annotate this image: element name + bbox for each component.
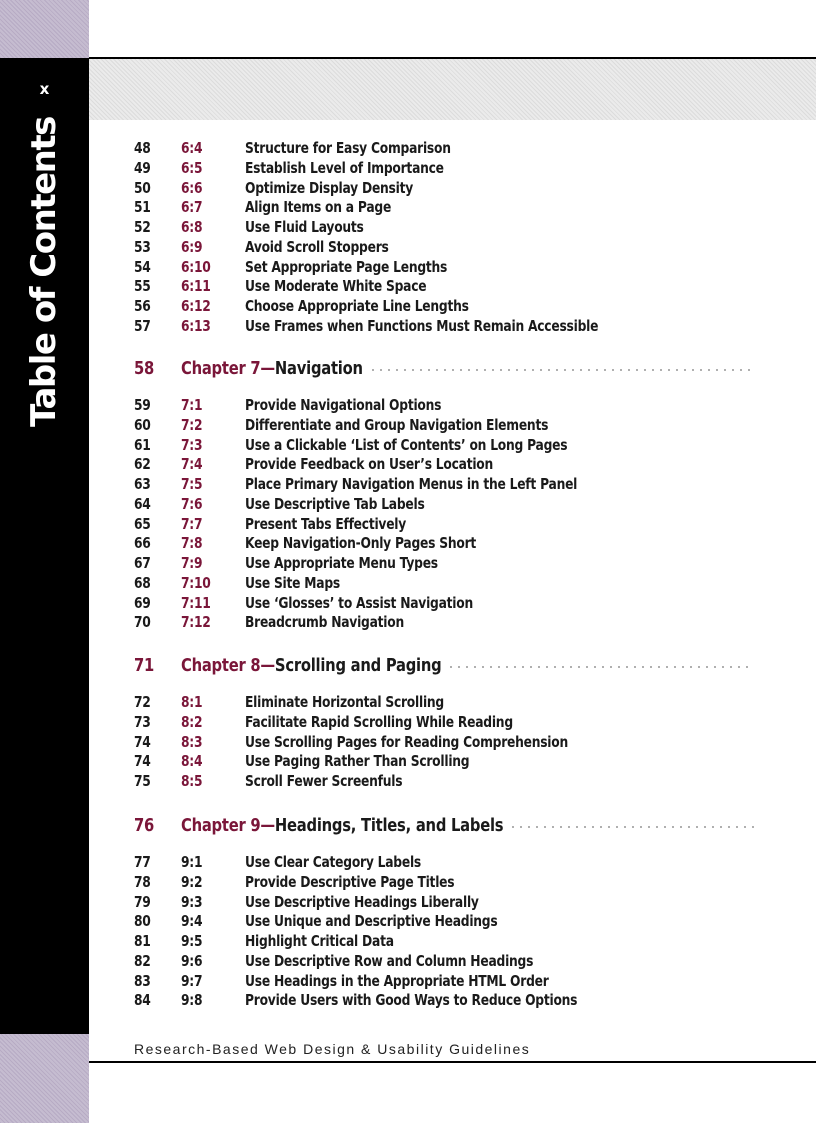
toc-entry[interactable] xyxy=(0,951,816,971)
entry-page: 75 xyxy=(134,772,151,790)
chapter-page: 58 xyxy=(134,358,155,379)
toc-entry[interactable] xyxy=(0,138,816,158)
guideline-number: 7:7 xyxy=(181,514,203,533)
toc-entry[interactable] xyxy=(0,553,816,573)
guideline-number: 7:4 xyxy=(181,455,203,474)
entry-page: 65 xyxy=(134,514,151,533)
entry-page: 63 xyxy=(134,475,151,493)
guideline-title: Use Paging Rather Than Scrolling xyxy=(245,752,470,771)
toc-entry[interactable] xyxy=(0,990,816,1010)
guideline-title: Use Frames when Functions Must Remain Accessible xyxy=(245,316,599,335)
guideline-number: 7:2 xyxy=(181,415,203,434)
entry-page: 69 xyxy=(134,593,151,612)
entry-page: 81 xyxy=(134,932,151,950)
guideline-title: Provide Feedback on User’s Location xyxy=(245,455,494,474)
guideline-title: Place Primary Navigation Menus in the Left Panel xyxy=(245,475,578,493)
entry-page: 61 xyxy=(134,435,151,454)
guideline-title: Keep Navigation-Only Pages Short xyxy=(245,534,477,553)
toc-entry[interactable] xyxy=(0,435,816,455)
guideline-title: Choose Appropriate Line Lengths xyxy=(245,297,469,315)
guideline-title: Use a Clickable ‘List of Contents’ on Long Pages xyxy=(245,435,568,454)
guideline-number: 6:4 xyxy=(181,139,203,157)
entry-page: 74 xyxy=(134,752,151,771)
toc-entry[interactable] xyxy=(0,178,816,198)
guideline-title: Present Tabs Effectively xyxy=(245,514,407,533)
entry-page: 68 xyxy=(134,573,151,592)
toc-entry[interactable] xyxy=(0,158,816,178)
footer-text: Research-Based Web Design & Usability Guidelines xyxy=(134,1041,531,1057)
chapter-title: Navigation xyxy=(274,358,363,379)
guideline-number: 6:8 xyxy=(181,218,203,236)
guideline-number: 9:2 xyxy=(181,872,203,891)
chapter-label xyxy=(181,654,441,678)
chapter-number: Chapter 7— xyxy=(181,358,275,379)
toc-entry[interactable] xyxy=(0,316,816,336)
guideline-title: Use Appropriate Menu Types xyxy=(245,554,438,572)
chapter-number: Chapter 9— xyxy=(181,815,275,836)
leader-dots xyxy=(509,826,754,828)
toc-entry[interactable] xyxy=(0,533,816,553)
toc-entry[interactable] xyxy=(0,514,816,534)
guideline-title: Use Unique and Descriptive Headings xyxy=(245,912,498,931)
entry-page: 52 xyxy=(134,218,151,236)
guideline-title: Use Descriptive Headings Liberally xyxy=(245,892,479,911)
guideline-title: Facilitate Rapid Scrolling While Reading xyxy=(245,712,513,731)
sidebar-title: Table of Contents xyxy=(24,117,64,427)
entry-page: 77 xyxy=(134,853,151,871)
chapter-title: Headings, Titles, and Labels xyxy=(274,815,504,836)
toc-entry[interactable] xyxy=(0,872,816,892)
guideline-number: 6:13 xyxy=(181,316,211,335)
chapter-heading[interactable] xyxy=(0,654,816,678)
guideline-number: 6:11 xyxy=(181,277,211,296)
guideline-title: Eliminate Horizontal Scrolling xyxy=(245,693,445,711)
entry-page: 82 xyxy=(134,951,151,970)
toc-entry[interactable] xyxy=(0,911,816,931)
chapter-label xyxy=(181,814,503,838)
guideline-title: Scroll Fewer Screenfuls xyxy=(245,772,403,790)
entry-page: 51 xyxy=(134,198,151,217)
leader-dots xyxy=(369,369,754,371)
entry-page: 74 xyxy=(134,732,151,751)
guideline-number: 9:4 xyxy=(181,912,203,931)
entry-page: 66 xyxy=(134,534,151,553)
guideline-number: 7:12 xyxy=(181,613,211,632)
guideline-number: 8:3 xyxy=(181,732,203,751)
guideline-number: 6:9 xyxy=(181,237,203,256)
guideline-title: Optimize Display Density xyxy=(245,178,414,197)
toc-entry[interactable] xyxy=(0,296,816,316)
guideline-number: 7:1 xyxy=(181,396,203,414)
chapter-title: Scrolling and Paging xyxy=(274,655,442,676)
toc-entry[interactable] xyxy=(0,237,816,257)
entry-page: 54 xyxy=(134,257,151,276)
toc-entry[interactable] xyxy=(0,197,816,217)
guideline-number: 6:5 xyxy=(181,158,203,177)
guideline-number: 9:1 xyxy=(181,853,203,871)
entry-page: 56 xyxy=(134,297,151,315)
entry-page: 83 xyxy=(134,971,151,990)
entry-page: 59 xyxy=(134,396,151,414)
entry-page: 62 xyxy=(134,455,151,474)
guideline-number: 8:1 xyxy=(181,693,203,711)
guideline-number: 6:10 xyxy=(181,257,211,276)
guideline-number: 6:7 xyxy=(181,198,203,217)
guideline-title: Use Scrolling Pages for Reading Comprehension xyxy=(245,732,568,751)
entry-page: 72 xyxy=(134,693,151,711)
entry-page: 50 xyxy=(134,178,151,197)
entry-page: 48 xyxy=(134,139,151,157)
guideline-title: Avoid Scroll Stoppers xyxy=(245,237,389,256)
guideline-number: 7:3 xyxy=(181,435,203,454)
entry-page: 57 xyxy=(134,316,151,335)
guideline-number: 8:4 xyxy=(181,752,203,771)
page-number: x xyxy=(39,80,50,98)
guideline-title: Use Fluid Layouts xyxy=(245,218,364,236)
toc-entry[interactable] xyxy=(0,573,816,593)
guideline-title: Align Items on a Page xyxy=(245,198,392,217)
toc-entry[interactable] xyxy=(0,454,816,474)
guideline-title: Establish Level of Importance xyxy=(245,158,444,177)
guideline-title: Use Descriptive Tab Labels xyxy=(245,494,425,513)
chapter-heading[interactable] xyxy=(0,814,816,838)
entry-page: 55 xyxy=(134,277,151,296)
chapter-heading[interactable] xyxy=(0,357,816,381)
guideline-title: Use Headings in the Appropriate HTML Order xyxy=(245,971,549,990)
entry-page: 84 xyxy=(134,991,151,1010)
guideline-title: Provide Navigational Options xyxy=(245,396,442,414)
guideline-title: Use Site Maps xyxy=(245,573,340,592)
guideline-title: Breadcrumb Navigation xyxy=(245,613,404,632)
guideline-title: Set Appropriate Page Lengths xyxy=(245,257,448,276)
entry-page: 64 xyxy=(134,494,151,513)
toc-entry[interactable] xyxy=(0,276,816,296)
guideline-title: Use Descriptive Row and Column Headings xyxy=(245,951,534,970)
chapter-page: 76 xyxy=(134,815,155,836)
toc-entry[interactable] xyxy=(0,931,816,951)
toc-entry[interactable] xyxy=(0,692,816,712)
toc-entry[interactable] xyxy=(0,771,816,791)
guideline-title: Provide Users with Good Ways to Reduce Options xyxy=(245,991,578,1010)
entry-page: 67 xyxy=(134,554,151,572)
guideline-number: 8:5 xyxy=(181,772,203,790)
guideline-number: 6:12 xyxy=(181,297,211,315)
guideline-title: Use Moderate White Space xyxy=(245,277,427,296)
guideline-number: 7:10 xyxy=(181,573,211,592)
guideline-number: 9:6 xyxy=(181,951,203,970)
bottom-rule xyxy=(89,1061,816,1063)
toc-entry[interactable] xyxy=(0,593,816,613)
toc-entry[interactable] xyxy=(0,751,816,771)
chapter-number: Chapter 8— xyxy=(181,655,275,676)
guideline-number: 9:5 xyxy=(181,932,203,950)
toc-entry[interactable] xyxy=(0,415,816,435)
guideline-number: 7:11 xyxy=(181,593,211,612)
entry-page: 53 xyxy=(134,237,151,256)
toc-entry[interactable] xyxy=(0,217,816,237)
guideline-title: Highlight Critical Data xyxy=(245,932,394,950)
chapter-label xyxy=(181,357,363,381)
guideline-number: 9:8 xyxy=(181,991,203,1010)
toc-entry[interactable] xyxy=(0,494,816,514)
toc-entry[interactable] xyxy=(0,474,816,494)
chapter-page: 71 xyxy=(134,655,155,676)
guideline-number: 9:7 xyxy=(181,971,203,990)
toc-entry[interactable] xyxy=(0,257,816,277)
guideline-number: 7:5 xyxy=(181,475,203,493)
toc-entry[interactable] xyxy=(0,852,816,872)
guideline-title: Provide Descriptive Page Titles xyxy=(245,872,455,891)
entry-page: 60 xyxy=(134,415,151,434)
guideline-number: 7:6 xyxy=(181,494,203,513)
leader-dots xyxy=(447,666,754,668)
guideline-number: 6:6 xyxy=(181,178,203,197)
toc-entry[interactable] xyxy=(0,971,816,991)
toc-entry[interactable] xyxy=(0,732,816,752)
guideline-title: Use ‘Glosses’ to Assist Navigation xyxy=(245,593,473,612)
entry-page: 73 xyxy=(134,712,151,731)
entry-page: 49 xyxy=(134,158,151,177)
toc-entry[interactable] xyxy=(0,612,816,632)
entry-page: 70 xyxy=(134,613,151,632)
entry-page: 80 xyxy=(134,912,151,931)
guideline-title: Structure for Easy Comparison xyxy=(245,139,451,157)
entry-page: 78 xyxy=(134,872,151,891)
entry-page: 79 xyxy=(134,892,151,911)
guideline-title: Use Clear Category Labels xyxy=(245,853,422,871)
toc-entry[interactable] xyxy=(0,712,816,732)
toc-entry[interactable] xyxy=(0,395,816,415)
guideline-number: 7:8 xyxy=(181,534,203,553)
guideline-number: 8:2 xyxy=(181,712,203,731)
guideline-title: Differentiate and Group Navigation Elements xyxy=(245,415,549,434)
toc-entry[interactable] xyxy=(0,892,816,912)
guideline-number: 7:9 xyxy=(181,554,203,572)
guideline-number: 9:3 xyxy=(181,892,203,911)
